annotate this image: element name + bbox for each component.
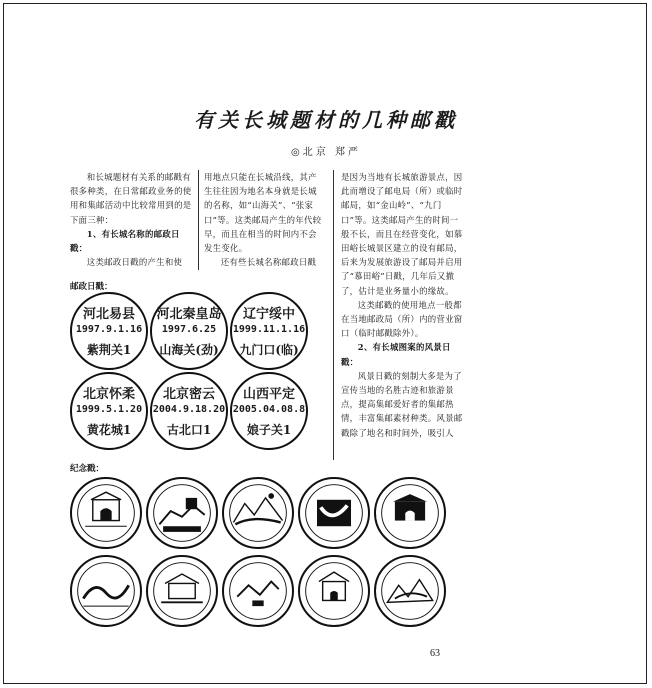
text-column-2 [204,170,324,269]
postmark-bottom-text: 紫荆关1 [86,343,132,358]
column-divider [198,170,199,270]
great-wall-watchtower-illustration [148,479,216,547]
postmark-date: 1997.6.25 [161,323,217,335]
postmark-date: 1999.5.1.20 [75,403,143,415]
paragraph: 用地点只能在长城沿线，其产生往往因为地名本身就是长城的名称，如“山海关”、“张家口”等。这类邮局产生的年代较早，而且在相当的时间内不会发生变化。 [204,172,322,254]
postmark-bottom-text: 黄花城1 [86,423,132,438]
commemorative-stamp [222,555,294,627]
commemorative-stamp [222,477,294,549]
mountain-wall-illustration [224,479,292,547]
paragraph: 是因为当地有长城旅游景点，因此而增设了邮电局（所）或临时邮局，如“金山岭”、“九门口”等。这类邮局产生的时间一般不长，而且在经营变化，如慕田峪长城景区建立的设有邮局，后来为发展旅游设了邮局并启用了“慕田峪”日戳，几年后又撤了，估计是业务量小的缘故。 [341,172,463,296]
commemorative-stamp [146,477,218,549]
commemorative-stamp [298,477,370,549]
text-column-3 [341,170,463,440]
paragraph: 和长城题材有关系的邮戳有很多种类，在日常邮政业务的使用和集邮活动中比较常用到的是下面三种： [70,172,192,225]
postmark-stamp [150,372,228,450]
page-number: 63 [430,648,440,659]
commemorative-stamp [70,477,142,549]
postmark-stamp [150,292,228,370]
postmark-top-text: 河北易县 [82,306,135,322]
commemorative-stamp [146,555,218,627]
paragraph: 还有些长城名称邮政日戳 [220,257,317,268]
paragraph: 这类邮政日戳的产生和使 [86,257,183,268]
commemorative-stamp [298,555,370,627]
postmark-date: 1999.11.1.16 [232,323,306,335]
postmark-top-text: 北京密云 [162,386,215,402]
postmark-top-text: 山西平定 [242,386,295,402]
section-heading-1: 1、有长城名称的邮政日戳： [70,228,180,254]
postmark-date: 2004.9.18.20 [152,403,226,415]
commemorative-postmarks-label: 纪念戳： [70,464,105,474]
postmark-stamp [230,292,308,370]
swoosh-wall-illustration [300,479,368,547]
postmark-stamp [70,292,148,370]
commemorative-stamp [374,477,446,549]
wall-ridge-illustration [224,557,292,625]
postmark-top-text: 河北秦皇岛 [156,306,222,322]
postmark-top-text: 辽宁绥中 [242,306,295,322]
article-author: ◎北京 郑严 [291,147,361,158]
postmark-bottom-text: 山海关(劲) [159,343,219,358]
postmark-top-text: 北京怀柔 [82,386,135,402]
postmark-stamp [70,372,148,450]
fortress-gate-illustration [376,479,444,547]
postmark-bottom-text: 古北口1 [166,423,212,438]
postmark-stamp [230,372,308,450]
postmark-date: 2005.04.08.8 [232,403,306,415]
postmark-bottom-text: 娘子关1 [246,423,292,438]
text-column-1 [70,170,192,269]
article-title: 有关长城题材的几种邮戳 [194,108,458,132]
postmark-date: 1997.9.1.16 [75,323,143,335]
great-wall-gate-illustration [72,479,140,547]
mountain-landscape-illustration [376,557,444,625]
pass-tower-illustration [148,557,216,625]
gate-tower-illustration [300,557,368,625]
paragraph: 风景日戳的刻制大多是为了宣传当地的名胜古迹和旅游景点，提高集邮爱好者的集邮热情，丰富集邮素材种类。风景邮戳除了地名和时间外，吸引人 [341,370,463,438]
postmark-bottom-text: 九门口(临) [239,343,299,358]
column-divider [333,170,334,460]
daily-postmarks-label: 邮政日戳： [70,282,113,292]
commemorative-stamp [374,555,446,627]
section-heading-2: 2、有长城图案的风景日戳： [341,342,451,367]
commemorative-stamp [70,555,142,627]
winding-wall-illustration [72,557,140,625]
paragraph: 这类邮戳的使用地点一般都在当地邮政局（所）内的营业窗口（临时邮戳除外）。 [341,299,463,339]
